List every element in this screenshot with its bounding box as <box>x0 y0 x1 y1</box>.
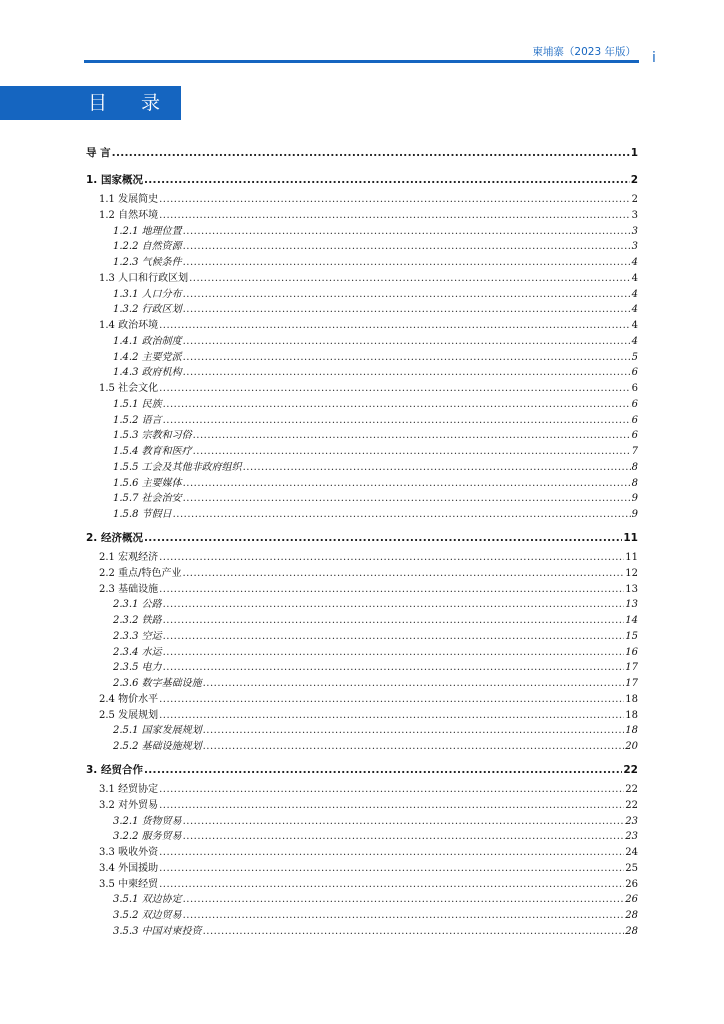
toc-subsection-entry[interactable] <box>113 413 638 429</box>
toc-dot-leader <box>159 208 631 224</box>
toc-entry-label: 1.4.1 政治制度 <box>113 335 182 347</box>
toc-dot-leader <box>159 877 624 893</box>
toc-subsection-entry[interactable] <box>113 829 638 845</box>
toc-entry-page: 11 <box>623 532 638 545</box>
toc-dot-leader <box>159 550 624 566</box>
toc-entry-label: 2.3.5 电力 <box>113 662 162 674</box>
toc-entry-page: 28 <box>625 925 638 937</box>
toc-dot-leader <box>203 676 625 692</box>
toc-entry-label: 1.5.8 节假日 <box>113 509 172 520</box>
toc-dot-leader <box>193 428 631 444</box>
toc-subsection-entry[interactable] <box>113 908 638 924</box>
toc-entry-label: 1.3 人口和行政区划 <box>99 272 189 284</box>
toc-entry-page: 6 <box>631 414 638 426</box>
toc-dot-leader <box>183 476 631 492</box>
toc-subsection-entry[interactable] <box>113 613 638 629</box>
toc-entry-label: 1.2 自然环境 <box>99 209 159 221</box>
toc-entry-label: 1.2.3 气候条件 <box>113 257 182 268</box>
toc-entry-page: 18 <box>625 709 638 721</box>
toc-entry-label: 1.5.3 宗教和习俗 <box>113 430 192 442</box>
toc-entry-page: 2 <box>631 194 638 205</box>
toc-dot-leader <box>144 172 630 188</box>
toc-entry-label: 3.4 外国援助 <box>99 862 159 874</box>
toc-dot-leader <box>193 444 631 460</box>
toc-dot-leader <box>183 302 631 318</box>
toc-entry-label: 导 言 <box>86 147 111 159</box>
toc-subsection-entry[interactable] <box>113 814 638 830</box>
toc-dot-leader <box>203 739 625 755</box>
toc-entry-page: 6 <box>631 367 638 379</box>
toc-section-entry[interactable] <box>99 192 638 208</box>
toc-entry-page: 17 <box>625 662 638 674</box>
toc-subsection-entry[interactable] <box>113 302 638 318</box>
toc-dot-leader <box>203 723 625 739</box>
toc-dot-leader <box>203 924 625 940</box>
toc-dot-leader <box>183 287 631 303</box>
toc-section-entry[interactable] <box>99 582 638 598</box>
toc-dot-leader <box>183 365 631 381</box>
toc-subsection-entry[interactable] <box>113 287 638 303</box>
toc-entry-label: 3.1 经贸协定 <box>99 784 159 795</box>
toc-entry-page: 4 <box>631 257 638 268</box>
toc-entry-label: 1.3.1 人口分布 <box>113 288 182 300</box>
toc-dot-leader <box>183 255 631 271</box>
toc-entry-page: 26 <box>625 894 638 906</box>
toc-entry-page: 2 <box>630 174 638 187</box>
toc-entry-label: 2.1 宏观经济 <box>99 552 159 563</box>
toc-dot-leader <box>159 582 624 598</box>
toc-entry-page: 17 <box>625 678 638 689</box>
toc-entry-label: 2.3.3 空运 <box>113 630 162 642</box>
toc-section-entry[interactable] <box>99 318 638 334</box>
toc-entry-label: 1.5.4 教育和医疗 <box>113 446 192 457</box>
toc-entry-label: 1.5.1 民族 <box>113 398 162 410</box>
toc-subsection-entry[interactable] <box>113 676 638 692</box>
toc-section-entry[interactable] <box>99 692 638 708</box>
toc-subsection-entry[interactable] <box>113 645 638 661</box>
toc-subsection-entry[interactable] <box>113 428 638 444</box>
toc-entry-label: 2.4 物价水平 <box>99 693 159 705</box>
toc-entry-label: 1.5.7 社会治安 <box>113 493 182 505</box>
toc-entry-label: 2.2 重点/特色产业 <box>99 567 182 579</box>
toc-entry-page: 23 <box>625 815 638 827</box>
toc-entry-page: 4 <box>631 288 638 300</box>
toc-entry-label: 2.3.4 水运 <box>113 646 162 658</box>
toc-dot-leader <box>243 460 631 476</box>
toc-dot-leader <box>163 397 631 413</box>
toc-dot-leader <box>159 845 624 861</box>
toc-entry-page: 26 <box>625 878 638 890</box>
toc-entry-page: 24 <box>625 847 638 858</box>
toc-entry-page: 13 <box>625 583 638 595</box>
toc-entry-label: 1.4.3 政府机构 <box>113 367 182 379</box>
toc-entry-page: 6 <box>631 430 638 442</box>
toc-section-entry[interactable] <box>99 782 638 798</box>
toc-section-entry[interactable] <box>99 381 638 397</box>
toc-dot-leader <box>159 192 631 208</box>
toc-entry-label: 2.3.1 公路 <box>113 599 162 611</box>
toc-subsection-entry[interactable] <box>113 239 638 255</box>
toc-dot-leader <box>163 629 625 645</box>
toc-section-entry[interactable] <box>99 845 638 861</box>
toc-entry-label: 3.5 中柬经贸 <box>99 878 159 890</box>
toc-dot-leader <box>159 692 624 708</box>
toc-chapter-entry[interactable] <box>86 145 638 161</box>
toc-entry-label: 3.5.2 双边贸易 <box>113 910 182 921</box>
toc-subsection-entry[interactable] <box>113 255 638 271</box>
toc-entry-label: 1.5 社会文化 <box>99 383 159 394</box>
toc-entry-label: 2.5.2 基础设施规划 <box>113 741 202 752</box>
toc-dot-leader <box>173 507 631 523</box>
toc-dot-leader <box>183 908 625 924</box>
toc-entry-label: 3.5.3 中国对柬投资 <box>113 925 202 937</box>
toc-subsection-entry[interactable] <box>113 892 638 908</box>
toc-dot-leader <box>183 491 631 507</box>
toc-subsection-entry[interactable] <box>113 224 638 240</box>
toc-entry-label: 2.3.2 铁路 <box>113 615 162 626</box>
toc-dot-leader <box>183 814 625 830</box>
toc-dot-leader <box>183 829 625 845</box>
toc-dot-leader <box>183 334 631 350</box>
toc-subsection-entry[interactable] <box>113 629 638 645</box>
toc-banner: 目 录 <box>0 86 181 120</box>
toc-dot-leader <box>112 145 630 161</box>
toc-entry-page: 18 <box>625 693 638 705</box>
toc-dot-leader <box>163 645 625 661</box>
toc-subsection-entry[interactable] <box>113 597 638 613</box>
toc-dot-leader <box>189 271 631 287</box>
toc-entry-page: 15 <box>625 630 638 642</box>
toc-entry-label: 3. 经贸合作 <box>86 764 143 777</box>
toc-dot-leader <box>163 660 625 676</box>
toc-section-entry[interactable] <box>99 877 638 893</box>
toc-entry-label: 3.3 吸收外资 <box>99 847 159 858</box>
toc-dot-leader <box>159 381 631 397</box>
toc-subsection-entry[interactable] <box>113 660 638 676</box>
toc-subsection-entry[interactable] <box>113 507 638 523</box>
toc-dot-leader <box>183 239 631 255</box>
toc-entry-page: 18 <box>625 725 638 737</box>
toc-subsection-entry[interactable] <box>113 924 638 940</box>
toc-section-entry[interactable] <box>99 708 638 724</box>
toc-entry-page: 14 <box>625 615 638 626</box>
toc-entry-page: 4 <box>631 272 638 284</box>
toc-entry-page: 16 <box>625 646 638 658</box>
toc-subsection-entry[interactable] <box>113 723 638 739</box>
toc-entry-label: 2.5.1 国家发展规划 <box>113 725 202 737</box>
toc-dot-leader <box>159 318 631 334</box>
toc-entry-label: 1.2.1 地理位置 <box>113 225 182 237</box>
toc-subsection-entry[interactable] <box>113 350 638 366</box>
toc-entry-page: 25 <box>625 862 638 874</box>
toc-section-entry[interactable] <box>99 271 638 287</box>
toc-dot-leader <box>159 782 624 798</box>
toc-subsection-entry[interactable] <box>113 476 638 492</box>
toc-entry-page: 6 <box>631 383 638 394</box>
toc-dot-leader <box>183 350 631 366</box>
toc-section-entry[interactable] <box>99 566 638 582</box>
toc-dot-leader <box>183 892 625 908</box>
toc-chapter-entry[interactable] <box>86 762 638 778</box>
toc-entry-page: 20 <box>625 741 638 752</box>
toc-entry-page: 11 <box>625 552 638 563</box>
toc-entry-label: 1.5.2 语言 <box>113 414 162 426</box>
toc-subsection-entry[interactable] <box>113 334 638 350</box>
toc-chapter-entry[interactable] <box>86 172 638 188</box>
toc-subsection-entry[interactable] <box>113 739 638 755</box>
toc-entry-label: 3.2.2 服务贸易 <box>113 831 182 843</box>
toc-entry-label: 2.3 基础设施 <box>99 583 159 595</box>
toc-entry-page: 3 <box>631 225 638 237</box>
toc-entry-label: 1.3.2 行政区划 <box>113 304 182 316</box>
toc-entry-page: 4 <box>631 335 638 347</box>
toc-dot-leader <box>163 413 631 429</box>
toc-subsection-entry[interactable] <box>113 444 638 460</box>
toc-entry-label: 2.3.6 数字基础设施 <box>113 678 202 689</box>
toc-section-entry[interactable] <box>99 550 638 566</box>
toc-dot-leader <box>144 762 622 778</box>
toc-entry-label: 3.2 对外贸易 <box>99 799 159 811</box>
toc-entry-label: 1.5.5 工会及其他非政府组织 <box>113 461 242 473</box>
toc-subsection-entry[interactable] <box>113 491 638 507</box>
toc-entry-page: 8 <box>631 461 638 473</box>
toc-subsection-entry[interactable] <box>113 460 638 476</box>
toc-dot-leader <box>182 566 624 582</box>
toc-chapter-entry[interactable] <box>86 530 638 546</box>
header-title: 柬埔寨（2023 年版） <box>532 46 636 58</box>
toc-dot-leader <box>159 861 624 877</box>
toc-entry-label: 1. 国家概况 <box>86 174 143 187</box>
toc-entry-label: 1.4.2 主要党派 <box>113 351 182 363</box>
toc-section-entry[interactable] <box>99 861 638 877</box>
toc-dot-leader <box>159 708 624 724</box>
toc-entry-label: 1.1 发展简史 <box>99 194 159 205</box>
toc-dot-leader <box>144 530 622 546</box>
toc-entry-page: 1 <box>630 147 638 159</box>
toc-subsection-entry[interactable] <box>113 397 638 413</box>
toc-entry-page: 22 <box>625 784 638 795</box>
toc-entry-page: 3 <box>631 241 638 253</box>
toc-entry-label: 3.2.1 货物贸易 <box>113 815 182 827</box>
toc-dot-leader <box>163 613 625 629</box>
toc-entry-label: 1.4 政治环境 <box>99 320 159 331</box>
toc-entry-page: 9 <box>631 493 638 505</box>
toc-entry-label: 1.5.6 主要媒体 <box>113 477 182 489</box>
toc-entry-page: 4 <box>631 304 638 316</box>
toc-entry-page: 22 <box>625 799 638 811</box>
toc-entry-page: 12 <box>625 567 638 579</box>
toc-entry-page: 22 <box>623 764 638 777</box>
toc-subsection-entry[interactable] <box>113 365 638 381</box>
toc-entry-label: 3.5.1 双边协定 <box>113 894 182 906</box>
toc-entry-label: 2. 经济概况 <box>86 532 143 545</box>
toc-entry-page: 9 <box>631 509 638 520</box>
toc-entry-page: 3 <box>631 209 638 221</box>
toc-entry-page: 4 <box>631 320 638 331</box>
toc-entry-page: 6 <box>631 398 638 410</box>
toc-entry-page: 13 <box>625 599 638 611</box>
toc-entry-page: 5 <box>631 351 638 363</box>
toc-entry-page: 7 <box>631 446 638 457</box>
toc-dot-leader <box>183 224 631 240</box>
toc-section-entry[interactable] <box>99 798 638 814</box>
toc-entry-page: 23 <box>625 831 638 843</box>
toc-entry-page: 28 <box>625 910 638 921</box>
toc-dot-leader <box>163 597 625 613</box>
toc-entry-page: 8 <box>631 477 638 489</box>
toc-entry-label: 1.2.2 自然资源 <box>113 241 182 253</box>
toc-section-entry[interactable] <box>99 208 638 224</box>
toc-dot-leader <box>159 798 624 814</box>
page-number: i <box>652 50 656 66</box>
toc-entry-label: 2.5 发展规划 <box>99 709 159 721</box>
